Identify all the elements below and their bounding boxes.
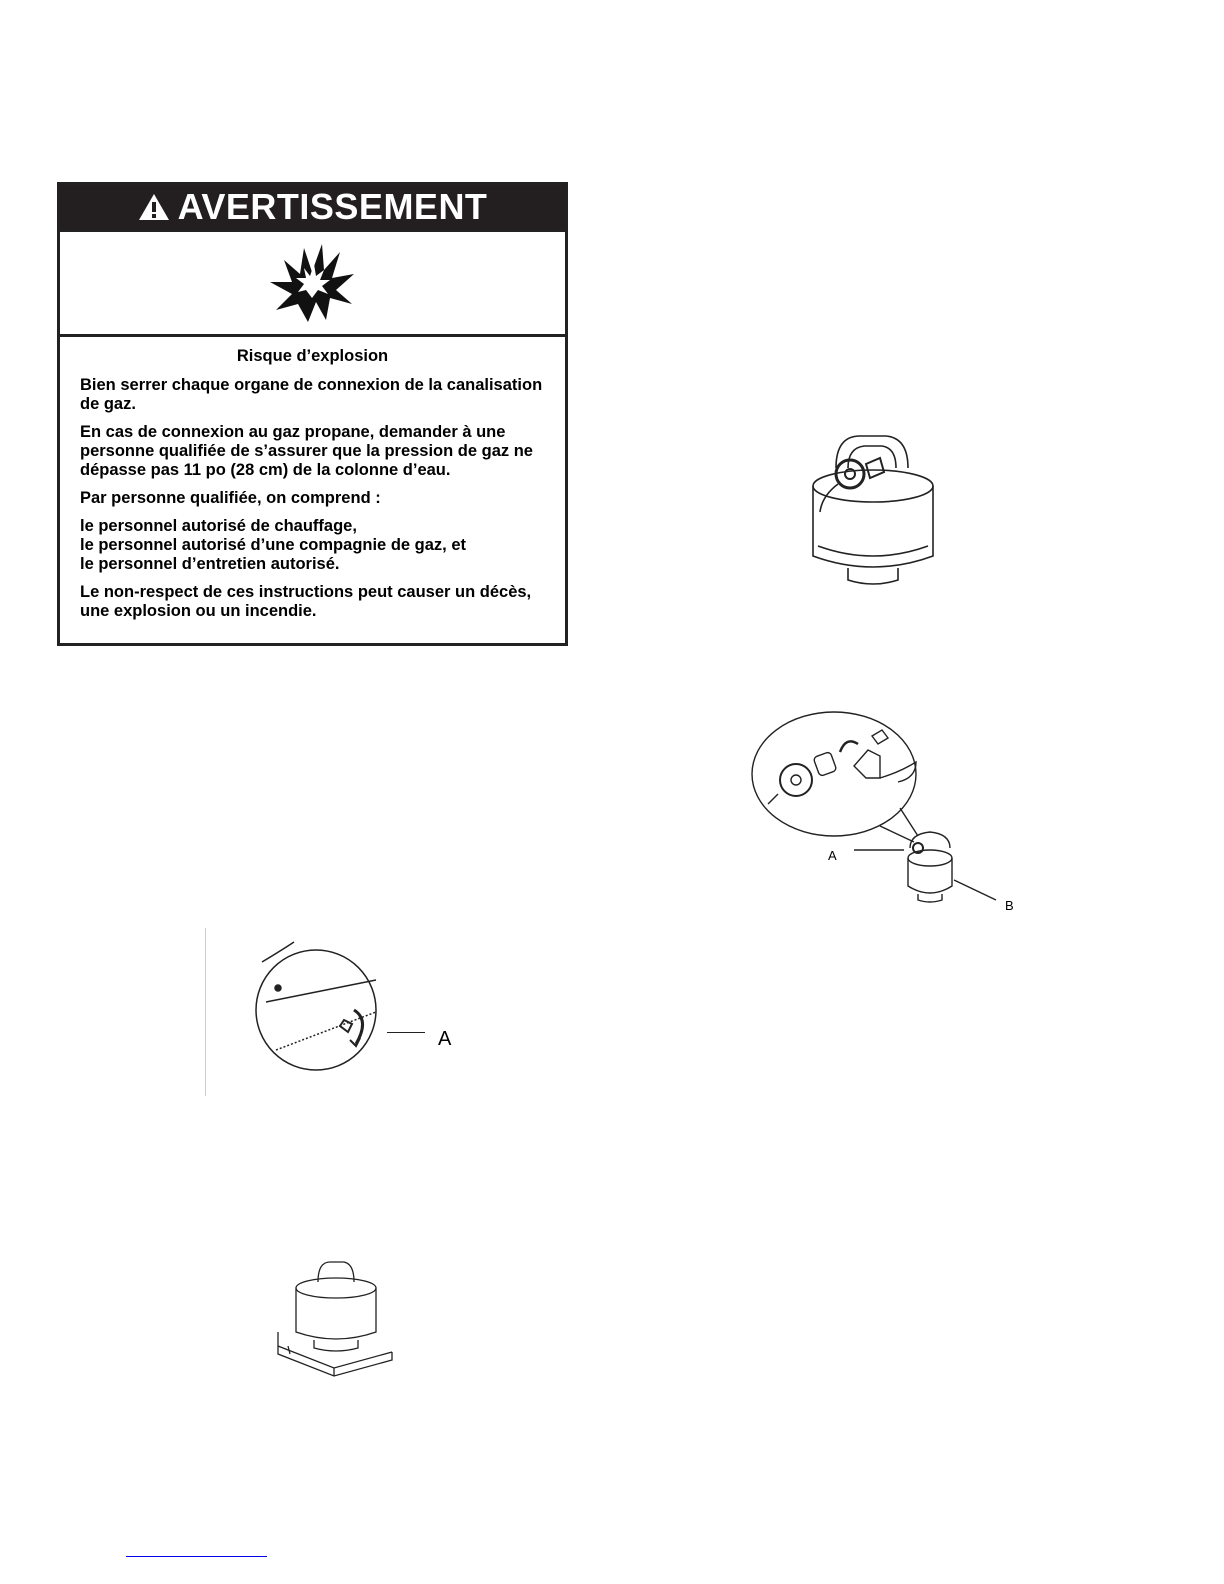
explosion-icon-area	[60, 229, 565, 337]
warning-list	[80, 517, 545, 574]
link-underline[interactable]	[126, 1556, 267, 1557]
tank-on-shelf-figure	[274, 1250, 394, 1380]
valve-label-a: A	[438, 1028, 452, 1050]
explosion-icon	[268, 242, 358, 324]
warning-body	[60, 337, 565, 621]
valve-detail-figure	[252, 940, 382, 1080]
warning-title: Risque d’explosion	[236, 347, 389, 365]
figure-frame-line	[205, 928, 206, 1096]
warning-closing: Le non-respect de ces instructions peut causer un décès, une explosion ou un incendie.	[80, 583, 532, 620]
warning-paragraph-1: Bien serrer chaque organe de connexion de la canalisation de gaz.	[80, 376, 543, 413]
warning-header-text: AVERTISSEMENT	[177, 186, 488, 227]
warning-paragraph-3: Par personne qualifiée, on comprend :	[80, 489, 381, 507]
warning-header	[60, 185, 565, 229]
propane-tank-figure	[808, 428, 938, 590]
regulator-label-a: A	[828, 848, 837, 863]
warning-paragraph-2: En cas de connexion au gaz propane, demander à une personne qualifiée de s’assurer que la pression de gaz ne dépasse pas 11 po (28 cm) de la colonne d’eau.	[80, 423, 533, 479]
warning-list-item: le personnel autorisé de chauffage,	[80, 517, 357, 535]
warning-list-item: le personnel d’entretien autorisé.	[80, 555, 340, 573]
regulator-label-b: B	[1005, 898, 1014, 913]
valve-leader-line	[387, 1032, 425, 1033]
warning-box	[57, 182, 568, 646]
warning-list-item: le personnel autorisé d’une compagnie de gaz, et	[80, 536, 467, 554]
warning-triangle-icon	[138, 193, 170, 221]
regulator-connection-figure	[750, 708, 1030, 908]
